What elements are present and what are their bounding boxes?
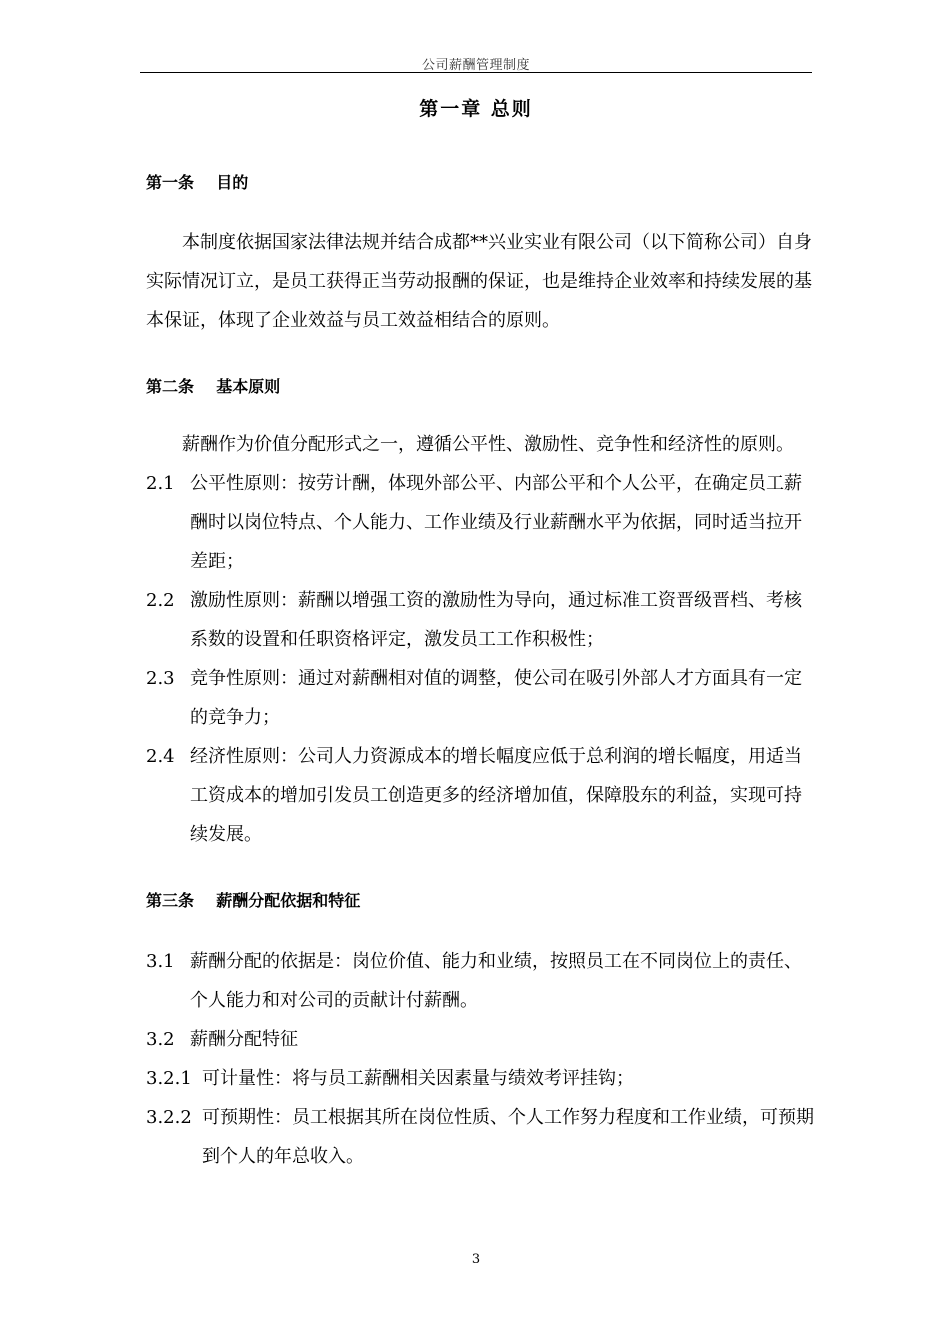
- list-item-text: 薪酬分配特征: [190, 1029, 298, 1050]
- list-item-text: 公平性原则：按劳计酬，体现外部公平、内部公平和个人公平，在确定员工薪酬时以岗位特点、个人能力、工作业绩及行业薪酬水平为依据，同时适当拉开差距；: [190, 473, 802, 572]
- article-1-heading: 第一条 目的: [146, 173, 249, 192]
- article-2-heading: 第二条 基本原则: [146, 377, 281, 396]
- list-item-number: 2.3: [146, 668, 175, 689]
- header-rule: [140, 72, 812, 73]
- article-3-heading: 第三条 薪酬分配依据和特征: [146, 891, 361, 910]
- list-item-number: 3.1: [146, 951, 175, 972]
- page-number: 3: [471, 1252, 481, 1267]
- list-item-text: 可计量性：将与员工薪酬相关因素量与绩效考评挂钩；: [202, 1068, 634, 1089]
- running-header: 公司薪酬管理制度: [421, 58, 530, 73]
- list-item-number: 2.2: [146, 590, 175, 611]
- list-item-number: 3.2.2: [146, 1107, 192, 1128]
- list-item-text: 竞争性原则：通过对薪酬相对值的调整，使公司在吸引外部人才方面具有一定的竞争力；: [190, 668, 802, 728]
- list-item-text: 薪酬分配的依据是：岗位价值、能力和业绩，按照员工在不同岗位上的责任、个人能力和对公司的贡献计付薪酬。: [190, 951, 802, 1011]
- article-2-intro: 薪酬作为价值分配形式之一，遵循公平性、激励性、竞争性和经济性的原则。: [182, 434, 794, 455]
- list-item-text: 可预期性：员工根据其所在岗位性质、个人工作努力程度和工作业绩，可预期到个人的年总收入。: [202, 1107, 814, 1167]
- list-item-text: 激励性原则：薪酬以增强工资的激励性为导向，通过标准工资晋级晋档、考核系数的设置和任职资格评定，激发员工工作积极性；: [190, 590, 802, 650]
- article-1-body: 本制度依据国家法律法规并结合成都**兴业实业有限公司（以下简称公司）自身实际情况订立，是员工获得正当劳动报酬的保证，也是维持企业效率和持续发展的基本保证，体现了企业效益与员工效益相结合的原则。: [146, 232, 812, 331]
- list-item-text: 经济性原则：公司人力资源成本的增长幅度应低于总利润的增长幅度，用适当工资成本的增加引发员工创造更多的经济增加值，保障股东的利益，实现可持续发展。: [190, 746, 802, 845]
- list-item-number: 3.2: [146, 1029, 175, 1050]
- chapter-title: 第一章 总则: [419, 98, 533, 120]
- list-item-number: 3.2.1: [146, 1068, 192, 1089]
- list-item-number: 2.4: [146, 746, 175, 767]
- list-item-number: 2.1: [146, 473, 175, 494]
